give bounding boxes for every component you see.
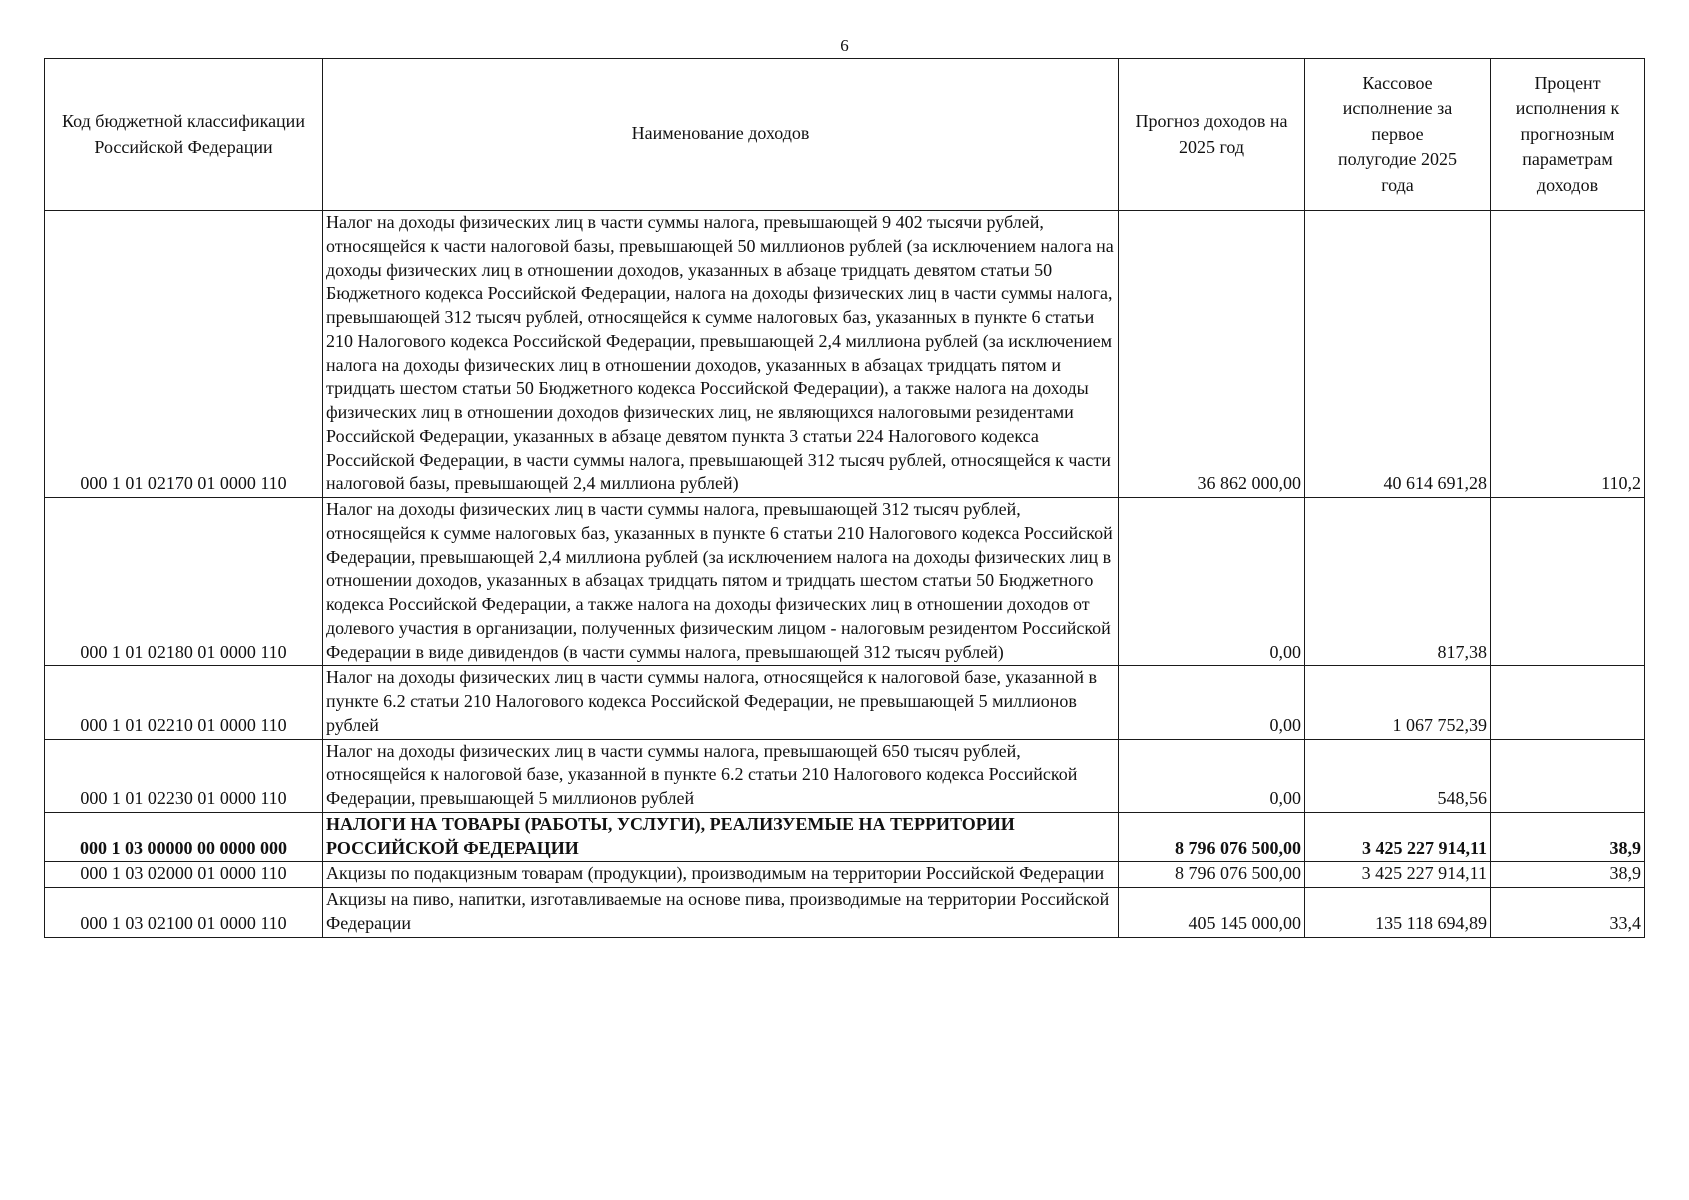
row-code: 000 1 01 02170 01 0000 110 (45, 211, 323, 498)
header-execution: Кассовое исполнение за первое полугодие 2025 года (1305, 59, 1491, 211)
page-number: 6 (840, 36, 849, 55)
header-row (45, 59, 1645, 211)
row-execution: 548,56 (1305, 739, 1491, 812)
header-code: Код бюджетной классификации Российской Федерации (45, 59, 323, 211)
row-name: Налог на доходы физических лиц в части суммы налога, превышающей 650 тысяч рублей, относящейся к налоговой базе, указанной в пункте 6.2 статьи 210 Налогового кодекса Российской Федерации, превышающей 5 миллионов рублей (323, 739, 1119, 812)
row-percent (1491, 498, 1645, 666)
row-forecast: 36 862 000,00 (1119, 211, 1305, 498)
row-execution: 817,38 (1305, 498, 1491, 666)
table-row (45, 739, 1645, 812)
row-percent: 38,9 (1491, 862, 1645, 888)
row-percent (1491, 739, 1645, 812)
row-execution: 1 067 752,39 (1305, 666, 1491, 739)
header-name: Наименование доходов (323, 59, 1119, 211)
row-forecast: 0,00 (1119, 666, 1305, 739)
row-name: Налог на доходы физических лиц в части суммы налога, превышающей 312 тысяч рублей, относящейся к сумме налоговых баз, указанных в пункте 6 статьи 210 Налогового кодекса Российской Федерации, превышающей 2,4 миллиона рублей (за исключением налога на доходы физических лиц в отношении доходов, указанных в абзацах тридцать пятом и тридцать шестом статьи 50 Бюджетного кодекса Российской Федерации, а также налога на доходы физических лиц в отношении доходов от долевого участия в организации, полученных физическим лицом - налоговым резидентом Российской Федерации в виде дивидендов (в части суммы налога, превышающей 312 тысяч рублей) (323, 498, 1119, 666)
row-forecast: 0,00 (1119, 739, 1305, 812)
row-code: 000 1 01 02180 01 0000 110 (45, 498, 323, 666)
table-row (45, 498, 1645, 666)
revenue-table (44, 58, 1645, 938)
table-row (45, 666, 1645, 739)
row-code: 000 1 01 02210 01 0000 110 (45, 666, 323, 739)
table-row (45, 862, 1645, 888)
row-code: 000 1 03 00000 00 0000 000 (45, 812, 323, 862)
row-name: Налог на доходы физических лиц в части суммы налога, превышающей 9 402 тысячи рублей, относящейся к части налоговой базы, превышающей 50 миллионов рублей (за исключением налога на доходы физических лиц в отношении доходов, указанных в абзаце тридцать девятом статьи 50 Бюджетного кодекса Российской Федерации, налога на доходы физических лиц в части суммы налога, превышающей 312 тысяч рублей, относящейся к сумме налоговых баз, указанных в пункте 6 статьи 210 Налогового кодекса Российской Федерации, превышающей 2,4 миллиона рублей (за исключением налога на доходы физических лиц в отношении доходов, указанных в абзацах тридцать пятом и тридцать шестом статьи 50 Бюджетного кодекса Российской Федерации), а также налога на доходы физических лиц в отношении доходов физических лиц, не являющихся налоговыми резидентами Российской Федерации, указанных в абзаце девятом пункта 3 статьи 224 Налогового кодекса Российской Федерации, в части суммы налога, превышающей 312 тысяч рублей, относящейся к части налоговой базы, превышающей 2,4 миллиона рублей) (323, 211, 1119, 498)
row-execution: 3 425 227 914,11 (1305, 862, 1491, 888)
table-body (45, 211, 1645, 938)
row-execution: 3 425 227 914,11 (1305, 812, 1491, 862)
row-forecast: 8 796 076 500,00 (1119, 862, 1305, 888)
row-name: Акцизы на пиво, напитки, изготавливаемые на основе пива, производимые на территории Российской Федерации (323, 888, 1119, 938)
row-name: Акцизы по подакцизным товарам (продукции), производимым на территории Российской Федерации (323, 862, 1119, 888)
row-code: 000 1 01 02230 01 0000 110 (45, 739, 323, 812)
header-forecast: Прогноз доходов на 2025 год (1119, 59, 1305, 211)
row-forecast: 8 796 076 500,00 (1119, 812, 1305, 862)
row-execution: 40 614 691,28 (1305, 211, 1491, 498)
row-percent (1491, 666, 1645, 739)
row-code: 000 1 03 02100 01 0000 110 (45, 888, 323, 938)
table-header (45, 59, 1645, 211)
table-row-total (45, 812, 1645, 862)
row-execution: 135 118 694,89 (1305, 888, 1491, 938)
row-name: НАЛОГИ НА ТОВАРЫ (РАБОТЫ, УСЛУГИ), РЕАЛИЗУЕМЫЕ НА ТЕРРИТОРИИ РОССИЙСКОЙ ФЕДЕРАЦИИ (323, 812, 1119, 862)
table-row (45, 211, 1645, 498)
row-percent: 33,4 (1491, 888, 1645, 938)
row-forecast: 405 145 000,00 (1119, 888, 1305, 938)
table-row (45, 888, 1645, 938)
row-name: Налог на доходы физических лиц в части суммы налога, относящейся к налоговой базе, указанной в пункте 6.2 статьи 210 Налогового кодекса Российской Федерации, не превышающей 5 миллионов рублей (323, 666, 1119, 739)
row-forecast: 0,00 (1119, 498, 1305, 666)
row-code: 000 1 03 02000 01 0000 110 (45, 862, 323, 888)
row-percent: 110,2 (1491, 211, 1645, 498)
header-percent: Процент исполнения к прогнозным параметрам доходов (1491, 59, 1645, 211)
row-percent: 38,9 (1491, 812, 1645, 862)
